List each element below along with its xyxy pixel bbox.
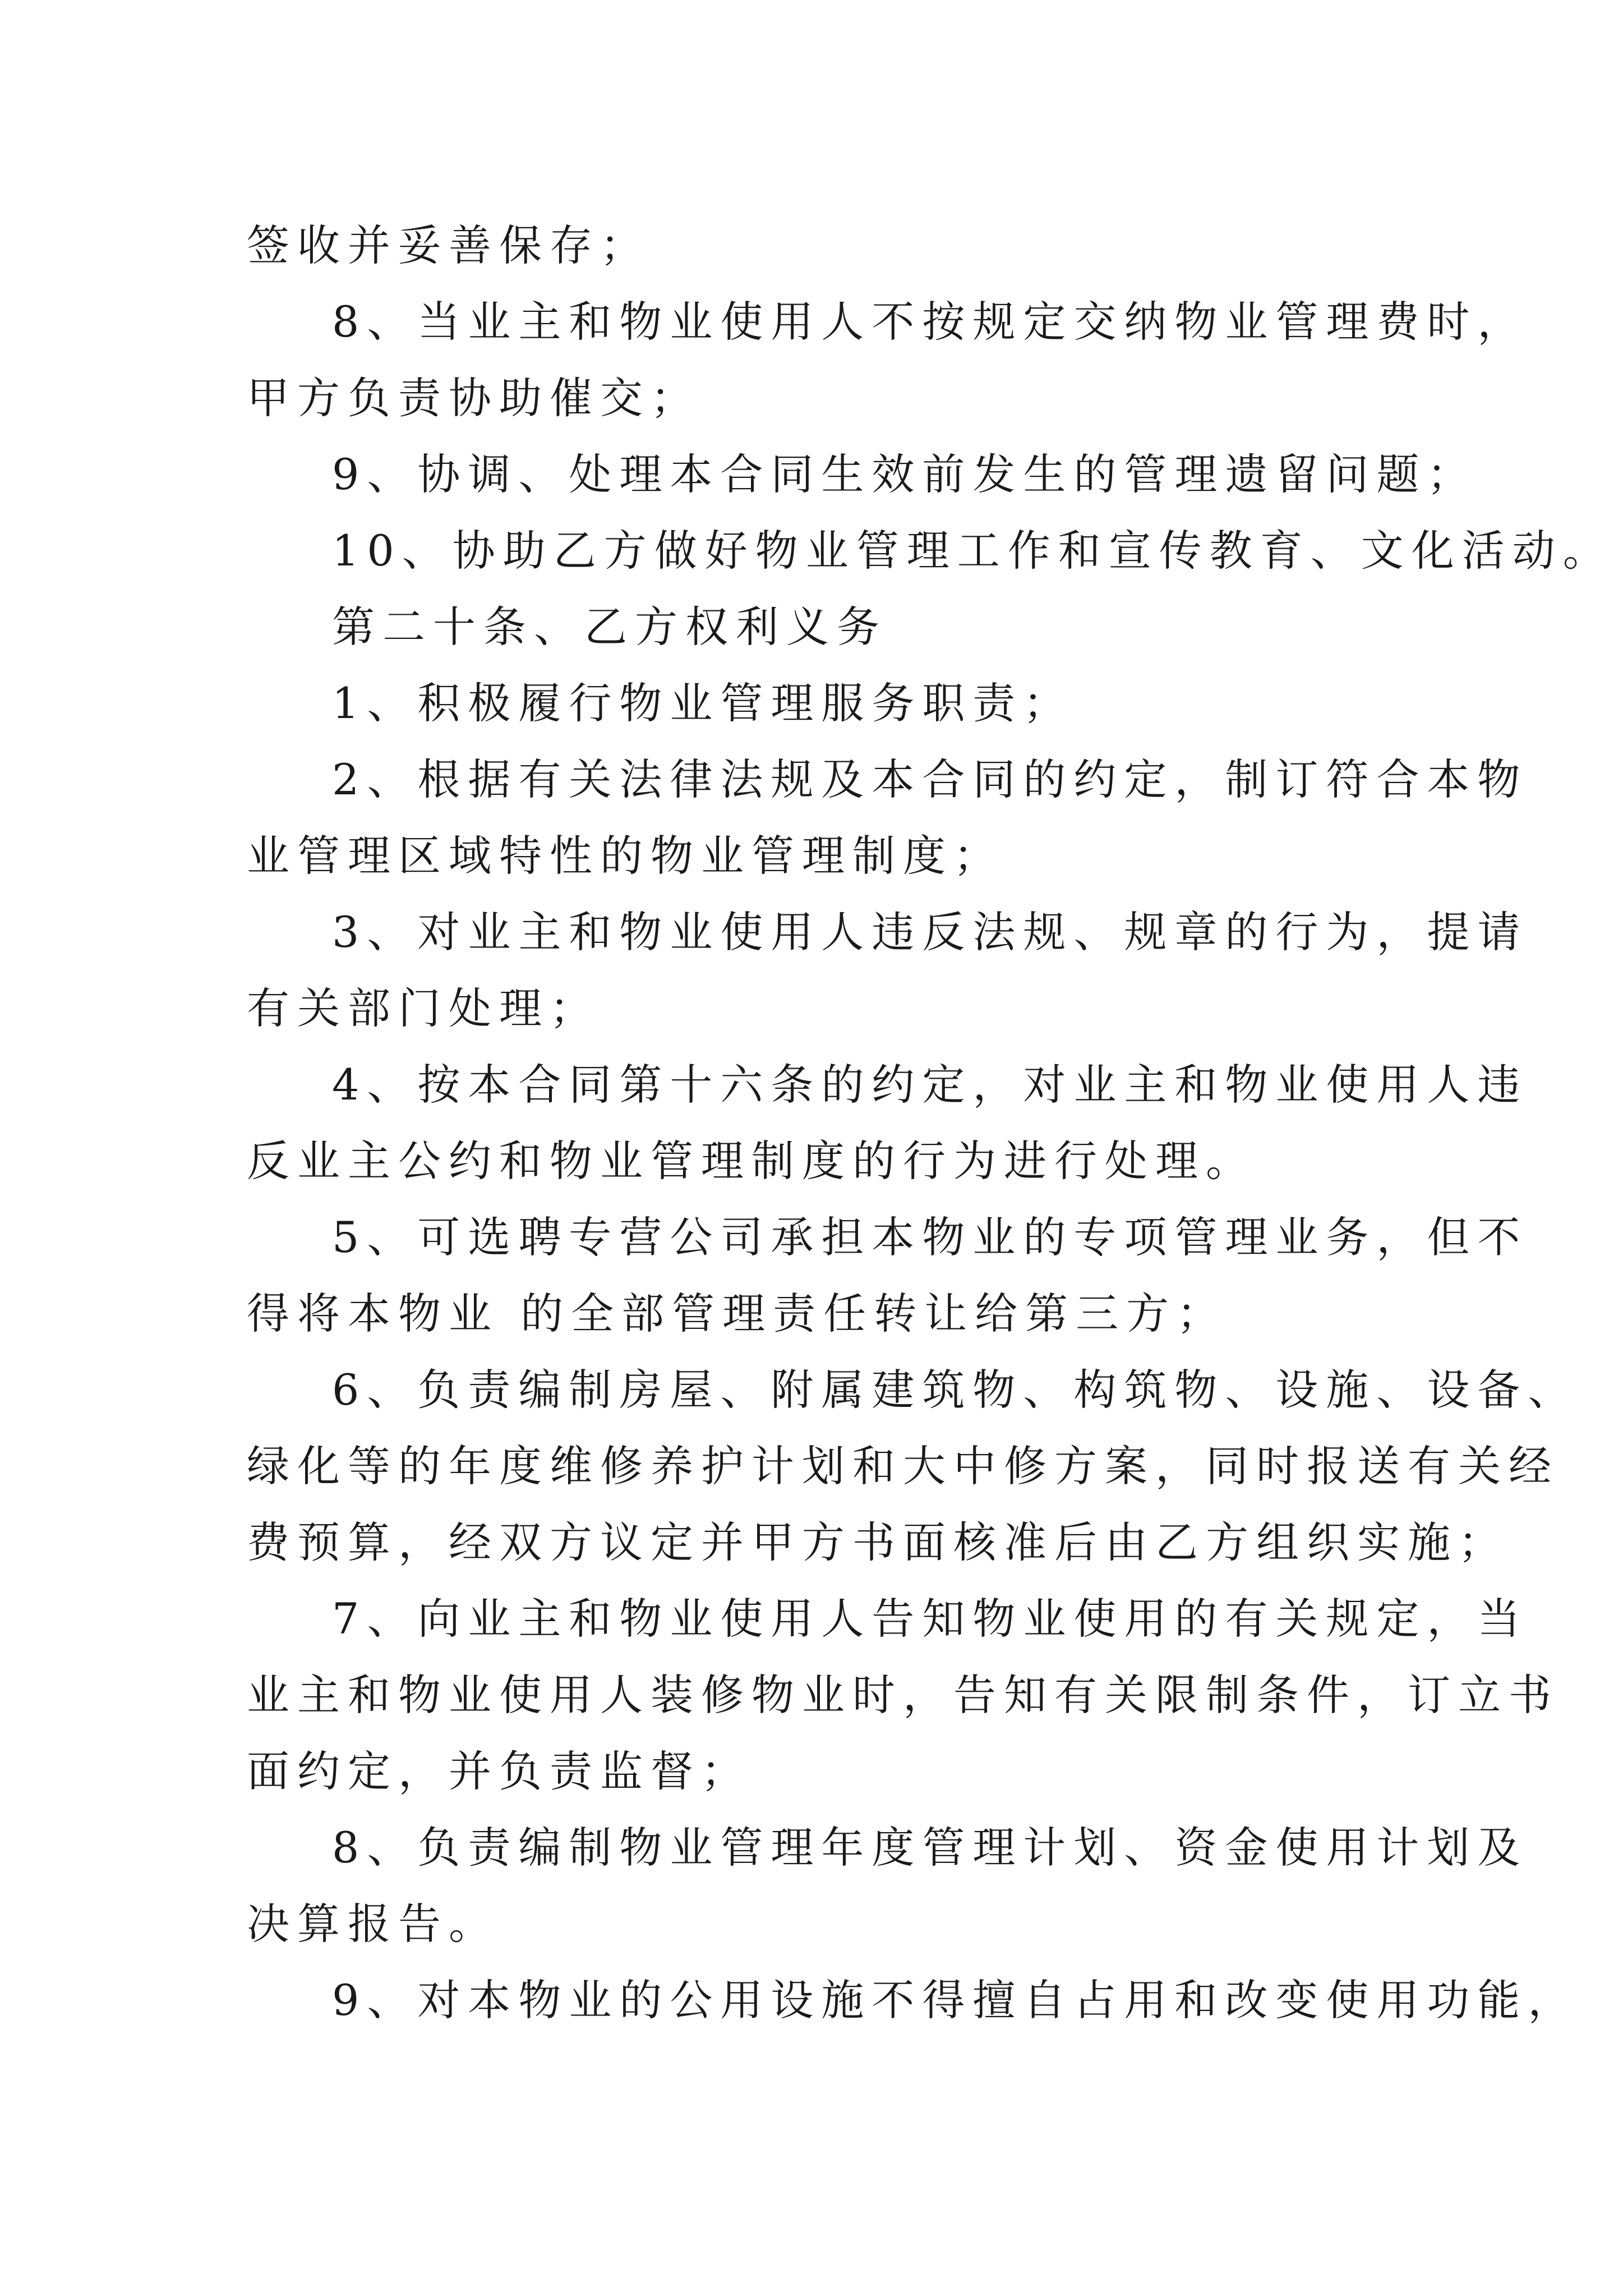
document-line: 反业主公约和物业管理制度的行为进行处理。 [247, 1136, 1256, 1186]
document-line: 7、向业主和物业使用人告知物业使用的有关规定，当 [332, 1594, 1528, 1644]
document-line: 6、负责编制房屋、附属建筑物、构筑物、设施、设备、 [332, 1365, 1579, 1415]
document-line: 10、协助乙方做好物业管理工作和宣传教育、文化活动。 [332, 526, 1613, 576]
document-line: 费预算，经双方议定并甲方书面核准后由乙方组织实施； [247, 1517, 1509, 1567]
document-line: 面约定，并负责监督； [247, 1746, 751, 1796]
document-body [247, 208, 1613, 2039]
document-line: 1、积极履行物业管理服务职责； [332, 678, 1074, 728]
document-line: 绿化等的年度维修养护计划和大中修方案，同时报送有关经 [247, 1441, 1559, 1491]
document-line: 业管理区域特性的物业管理制度； [247, 831, 1004, 881]
document-line: 5、可选聘专营公司承担本物业的专项管理业务，但不 [332, 1212, 1528, 1262]
document-line: 有关部门处理； [247, 983, 600, 1033]
document-line: 签收并妥善保存； [247, 220, 651, 270]
document-line: 第二十条、乙方权利义务 [332, 602, 887, 652]
document-line: 2、根据有关法律法规及本合同的约定，制订符合本物 [332, 754, 1528, 804]
document-line: 8、负责编制物业管理年度管理计划、资金使用计划及 [332, 1823, 1528, 1872]
document-line: 9、协调、处理本合同生效前发生的管理遗留问题； [332, 449, 1478, 499]
document-line: 业主和物业使用人装修物业时，告知有关限制条件，订立书 [247, 1670, 1559, 1720]
document-line: 决算报告。 [247, 1899, 499, 1949]
document-line: 8、当业主和物业使用人不按规定交纳物业管理费时， [332, 297, 1528, 347]
document-line: 4、按本合同第十六条的约定，对业主和物业使用人违 [332, 1060, 1528, 1110]
document-line: 甲方负责协助催交； [247, 373, 701, 423]
document-line: 得将本物业 的全部管理责任转让给第三方； [247, 1289, 1228, 1338]
document-line: 3、对业主和物业使用人违反法规、规章的行为，提请 [332, 907, 1528, 957]
document-line: 9、对本物业的公用设施不得擅自占用和改变使用功能， [332, 1975, 1579, 2025]
